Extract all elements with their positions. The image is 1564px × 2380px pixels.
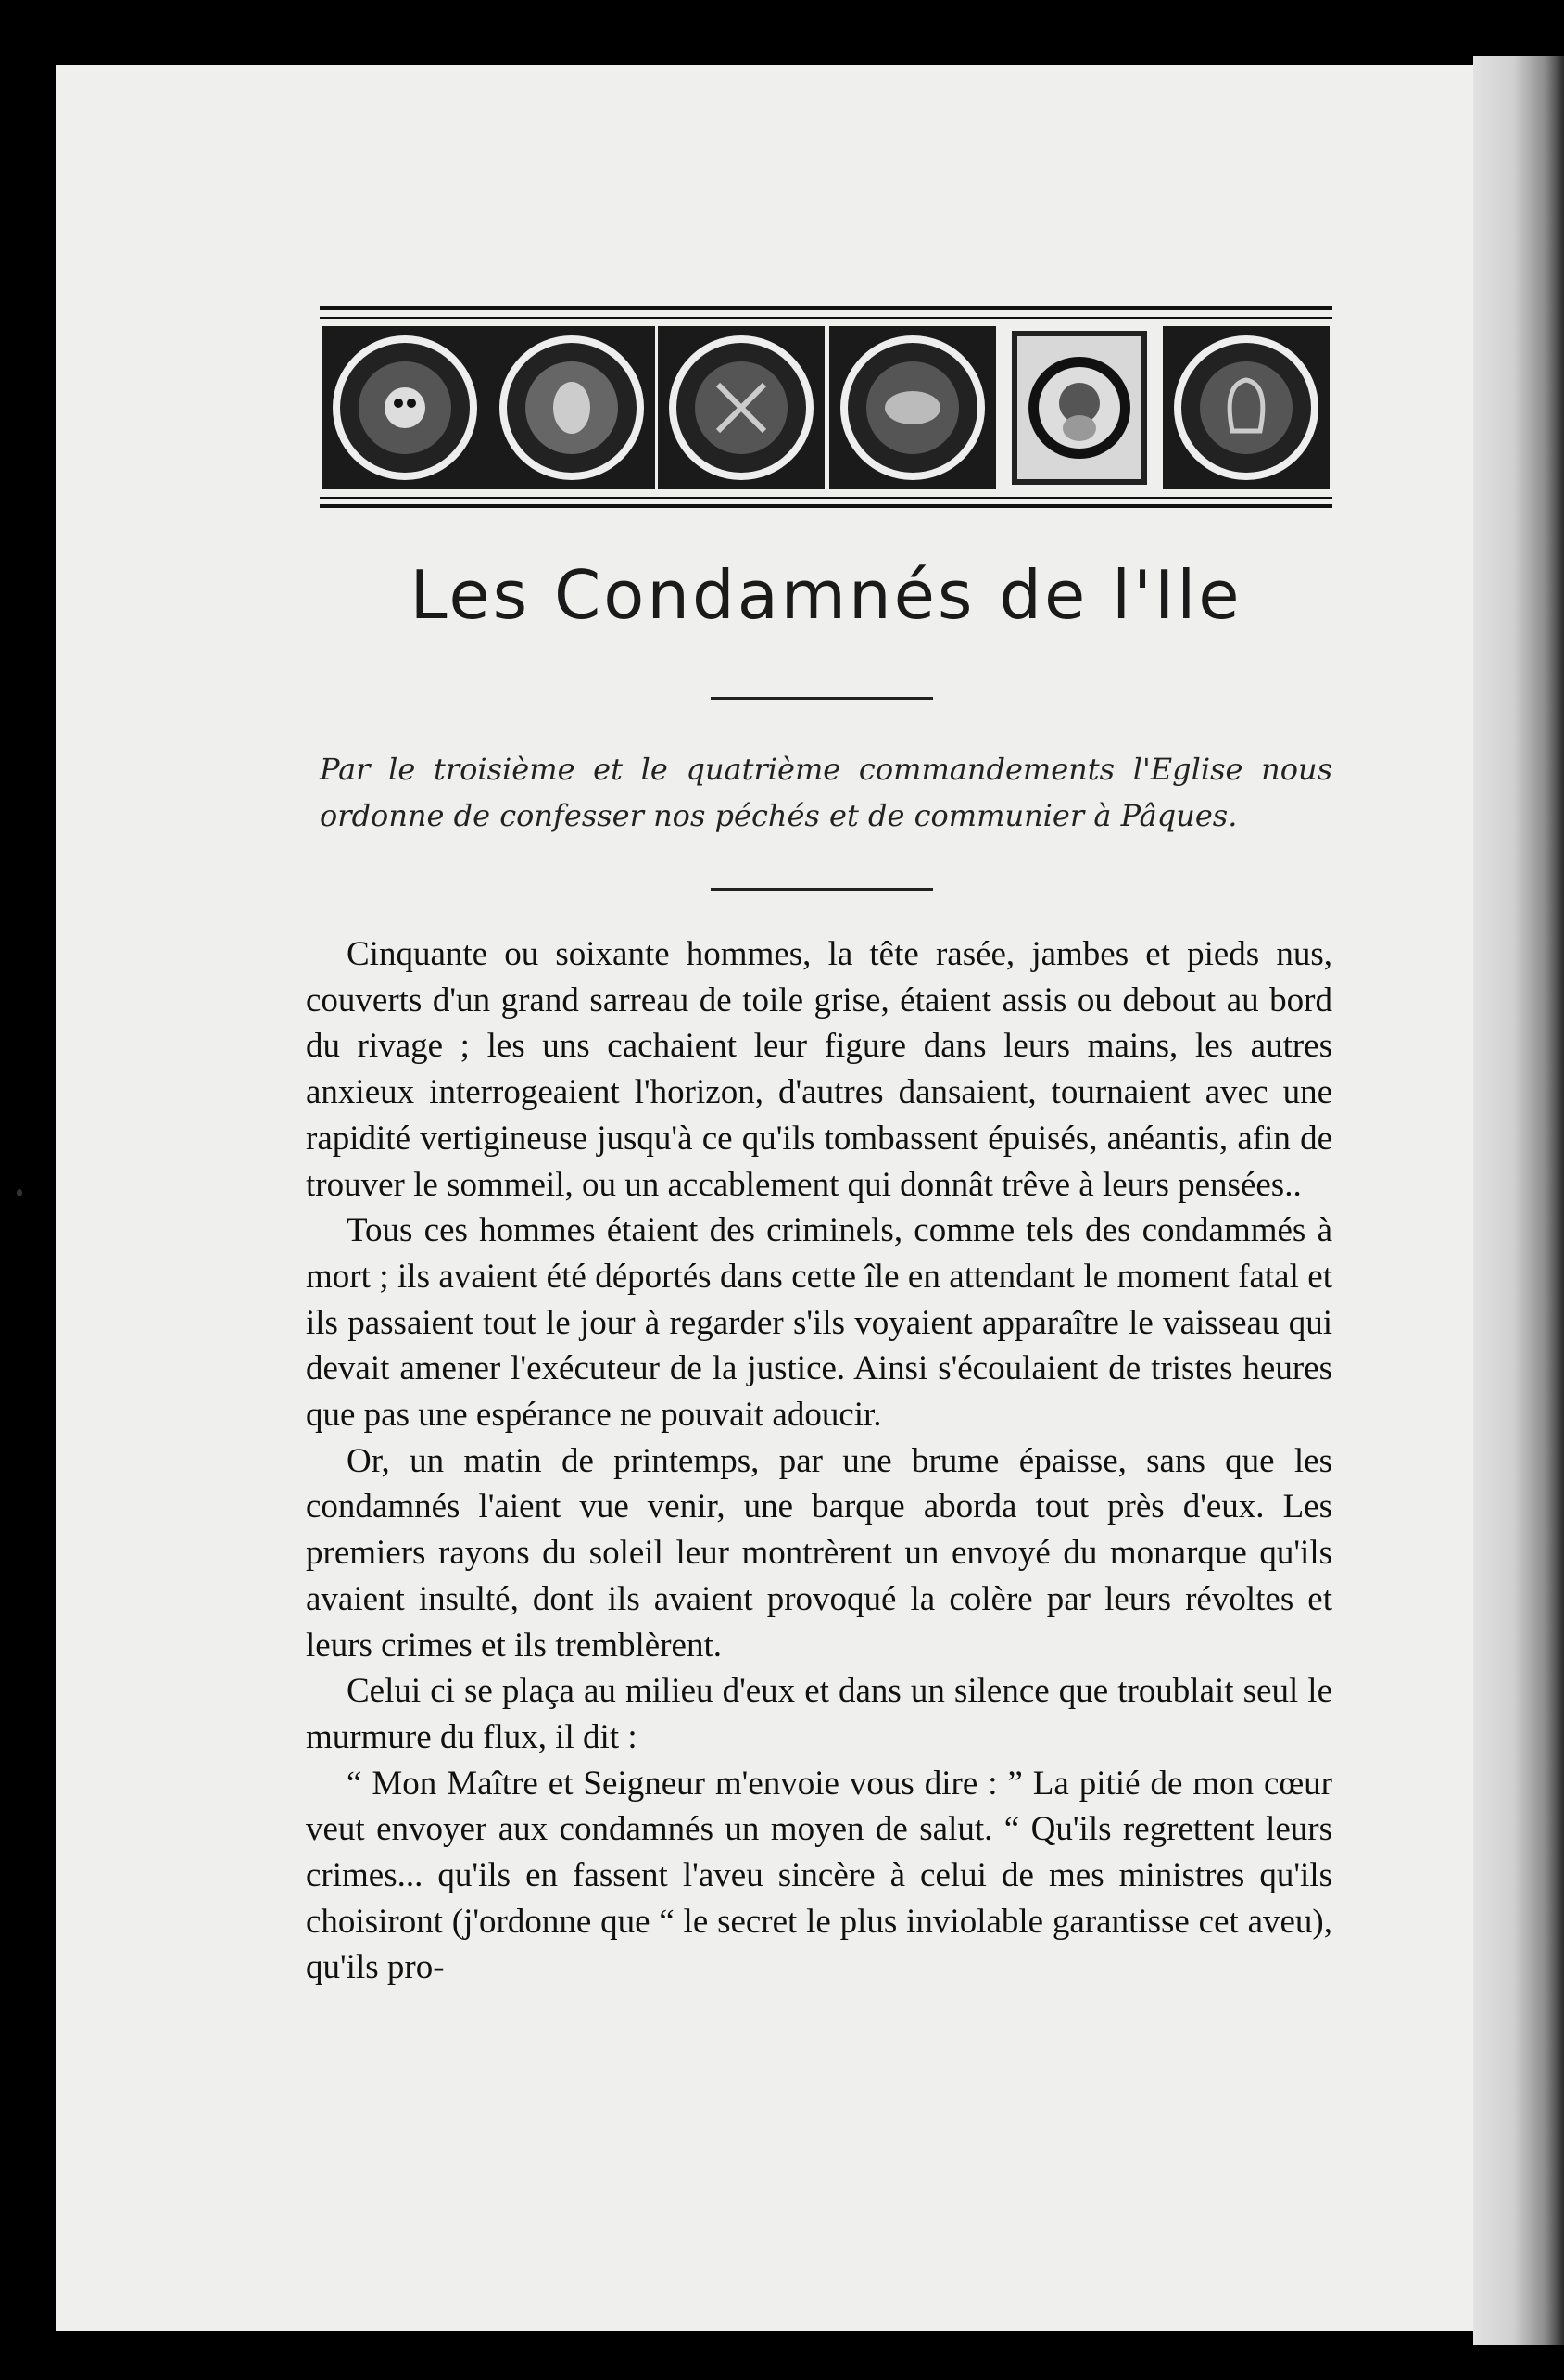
title-divider xyxy=(711,697,933,700)
dust-speck xyxy=(17,1189,22,1196)
body-text xyxy=(306,931,1332,1991)
paragraph: Tous ces hommes étaient des criminels, comme tels des condammés à mort ; ils avaient été déportés dans cette île en attendant le moment fatal et ils passaient tout le jour à regarder s'ils voyaient apparaître le vaisseau qui devait amener l'exécuteur de la justice. Ainsi s'écoulaient de tristes heures que pas une espérance ne pouvait adoucir. xyxy=(306,1211,1332,1435)
paragraph: Cinquante ou soixante hommes, la tête rasée, jambes et pieds nus, couverts d'un grand sarreau de toile grise, étaient assis ou debout au bord du rivage ; les uns cachaient leur figure dans leurs mains, les autres anxieux interrogeaient l'horizon, d'autres dansaient, tournaient avec une rapidité vertigineuse jusqu'à ce qu'ils tombassent épuisés, anéantis, afin de trouver le sommeil, ou un accablement qui donnât trêve à leurs pensées.. xyxy=(306,935,1332,1204)
ornament-instruments-icon xyxy=(658,326,825,489)
paragraph: Or, un matin de printemps, par une brume épaisse, sans que les condamnés l'aient vue venir, une barque aborda tout près d'eux. Les premiers rayons du soleil leur montrèrent un envoyé du monarque qu'ils avaient insulté, dont ils avaient provoqué la colère par leurs révoltes et leurs crimes et ils tremblèrent. xyxy=(306,1441,1332,1665)
epigraph-divider xyxy=(711,888,933,891)
ornament-mask-icon xyxy=(488,326,655,489)
ornament-lyre-icon xyxy=(1163,326,1330,489)
page-title: Les Condamnés de l'Ile xyxy=(410,556,1242,634)
decorative-banner xyxy=(320,306,1332,510)
epigraph: Par le troisième et le quatrième commandements l'Eglise nous ordonne de confesser nos péchés et de communier à Pâques. xyxy=(320,752,1332,833)
ornament-palette-icon xyxy=(829,326,996,489)
ornament-portrait-icon xyxy=(1015,334,1144,482)
paragraph: “ Mon Maître et Seigneur m'envoie vous dire : ” La pitié de mon cœur veut envoyer aux condamnés un moyen de salut. “ Qu'ils regrettent leurs crimes... qu'ils en fassent l'aveu sincère à celui de mes ministres qu'ils choisiront (j'ordonne que “ le secret le plus inviolable garantisse cet aveu), qu'ils pro- xyxy=(306,1764,1332,1987)
paragraph: Celui ci se plaça au milieu d'eux et dans un silence que troublait seul le murmure du flux, il dit : xyxy=(306,1672,1332,1756)
ornament-owl-icon xyxy=(322,326,488,489)
page-edge-shadow xyxy=(1473,56,1564,2345)
